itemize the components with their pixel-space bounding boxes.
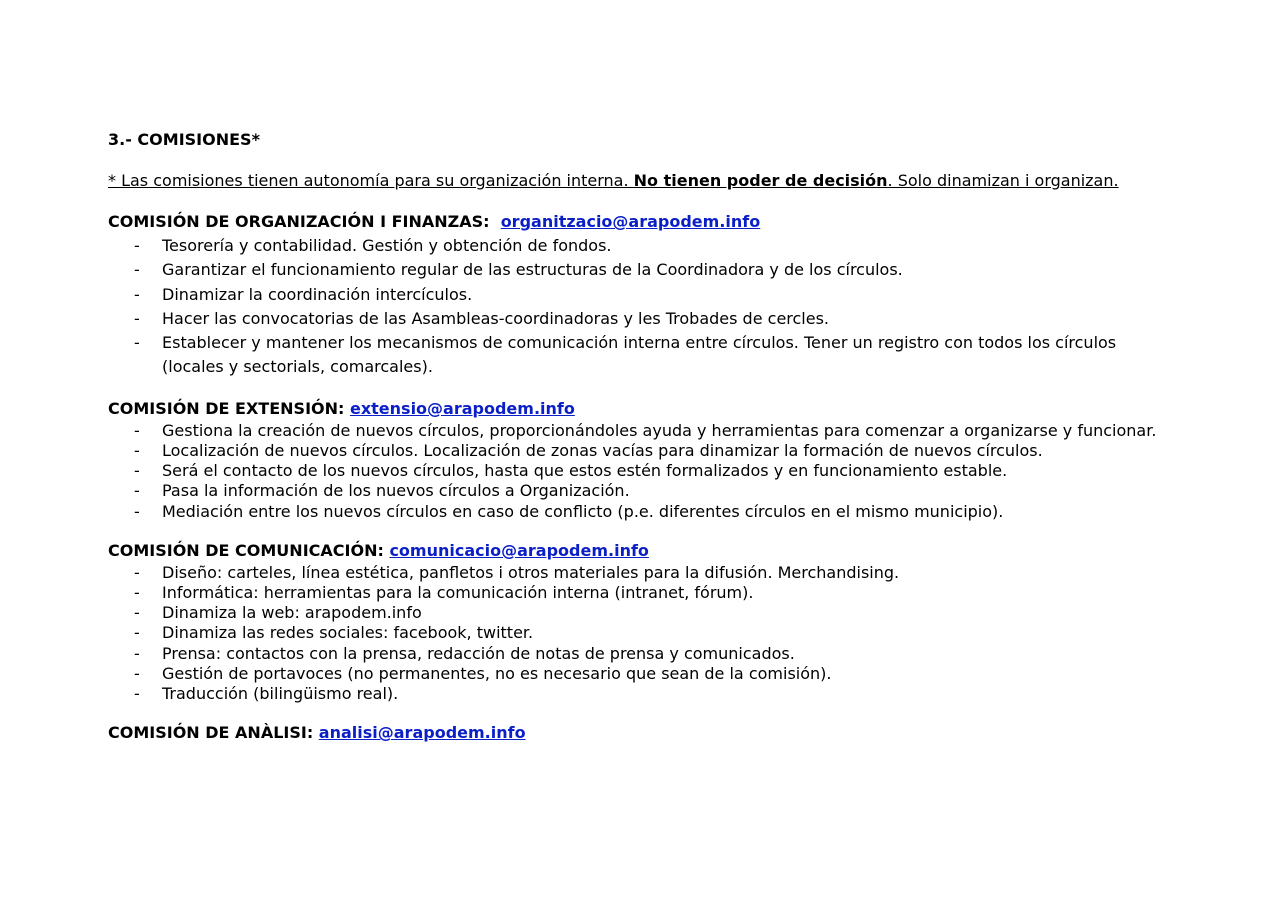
list-item [108,258,1168,282]
title-separator: : [483,212,501,231]
bullet-dash: - [134,603,140,623]
section-title-line [108,210,1168,234]
bullet-dash: - [134,440,140,460]
bullet-dash: - [134,260,140,280]
section-extension [108,397,1168,522]
item-text: Será el contacto de los nuevos círculos, hasta que estos estén formalizados y en funcionamiento estable. [162,461,1008,481]
note-text: * Las comisiones tienen autonomía para su organización interna. [108,171,634,190]
list-item [108,664,1168,684]
list-item [108,481,1168,501]
section-organizacion [108,210,1168,380]
bullet-dash: - [134,684,140,704]
item-text: Gestión de portavoces (no permanentes, no es necesario que sean de la comisión). [162,663,832,683]
email-link-organizacion[interactable]: organitzacio@arapodem.info [500,212,761,231]
document-page [108,128,1168,745]
bullet-dash: - [134,481,140,501]
section-title-line [108,721,1168,745]
list-item [108,603,1168,623]
note-text-end: . Solo dinamizan i organizan. [887,171,1119,190]
list-item [108,583,1168,603]
bullet-dash: - [134,284,140,304]
section-title-line [108,539,1168,563]
list-item [108,421,1168,441]
item-text: Dinamiza la web: arapodem.info [162,603,422,623]
list-item [108,307,1168,331]
item-text: Establecer y mantener los mecanismos de comunicación interna entre círculos. Tener un registro con todos los círculos (locales y sectorials, comarcales). [162,333,1117,377]
bullet-dash: - [134,643,140,663]
item-text: Mediación entre los nuevos círculos en caso de conflicto (p.e. diferentes círculos en el mismo municipio). [162,501,1004,521]
item-list [108,563,1168,704]
item-text: Gestiona la creación de nuevos círculos, proporcionándoles ayuda y herramientas para comenzar a organizarse y funcionar. [162,420,1157,440]
list-item [108,234,1168,258]
section-title: COMISIÓN DE ORGANIZACIÓN I FINANZAS [108,212,484,231]
bullet-dash: - [134,308,140,328]
item-text: Dinamiza las redes sociales: facebook, twitter. [162,623,534,643]
item-list [108,234,1168,380]
email-link-analisi[interactable]: analisi@arapodem.info [318,723,526,743]
bullet-dash: - [134,501,140,521]
item-text: Prensa: contactos con la prensa, redacción de notas de prensa y comunicados. [162,643,795,663]
list-item [108,563,1168,583]
section-title-line [108,397,1168,421]
bullet-dash: - [134,461,140,481]
bullet-dash: - [134,583,140,602]
item-text: Localización de nuevos círculos. Localización de zonas vacías para dinamizar la formación de nuevos círculos. [162,440,1043,460]
autonomy-note [108,169,1168,193]
section-title: COMISIÓN DE COMUNICACIÓN: [108,540,384,560]
item-text: Garantizar el funcionamiento regular de las estructuras de la Coordinadora y de los círculos. [162,260,903,280]
page-heading: 3.- COMISIONES* [108,130,260,149]
item-text: Diseño: carteles, línea estética, panfletos i otros materiales para la difusión. Merchandising. [162,562,900,582]
bullet-dash: - [134,663,140,683]
item-text: Hacer las convocatorias de las Asambleas-coordinadoras y les Trobades de cercles. [162,308,830,328]
list-item [108,461,1168,481]
item-text: Tesorería y contabilidad. Gestión y obtención de fondos. [162,236,612,255]
list-item [108,441,1168,461]
item-list [108,421,1168,522]
email-link-comunicacion[interactable]: comunicacio@arapodem.info [389,540,649,560]
list-item [108,684,1168,704]
list-item [108,502,1168,522]
note-bold-text: No tienen poder de decisión [633,171,888,190]
section-comunicacion [108,539,1168,704]
bullet-dash: - [134,333,140,353]
list-item [108,283,1168,307]
item-text: Traducción (bilingüismo real). [162,684,399,704]
item-text: Dinamizar la coordinación intercículos. [162,284,473,304]
bullet-dash: - [134,562,140,582]
section-analisi [108,721,1168,745]
bullet-dash: - [134,236,140,255]
list-item [108,331,1168,380]
bullet-dash: - [134,420,140,440]
bullet-dash: - [134,623,140,643]
email-link-extension[interactable]: extensio@arapodem.info [349,398,575,418]
item-text: Informática: herramientas para la comunicación interna (intranet, fórum). [162,583,754,602]
section-title: COMISIÓN DE ANÀLISI: [108,723,314,743]
list-item [108,644,1168,664]
section-title: COMISIÓN DE EXTENSIÓN: [108,398,345,418]
list-item [108,623,1168,643]
item-text: Pasa la información de los nuevos círculos a Organización. [162,481,630,501]
